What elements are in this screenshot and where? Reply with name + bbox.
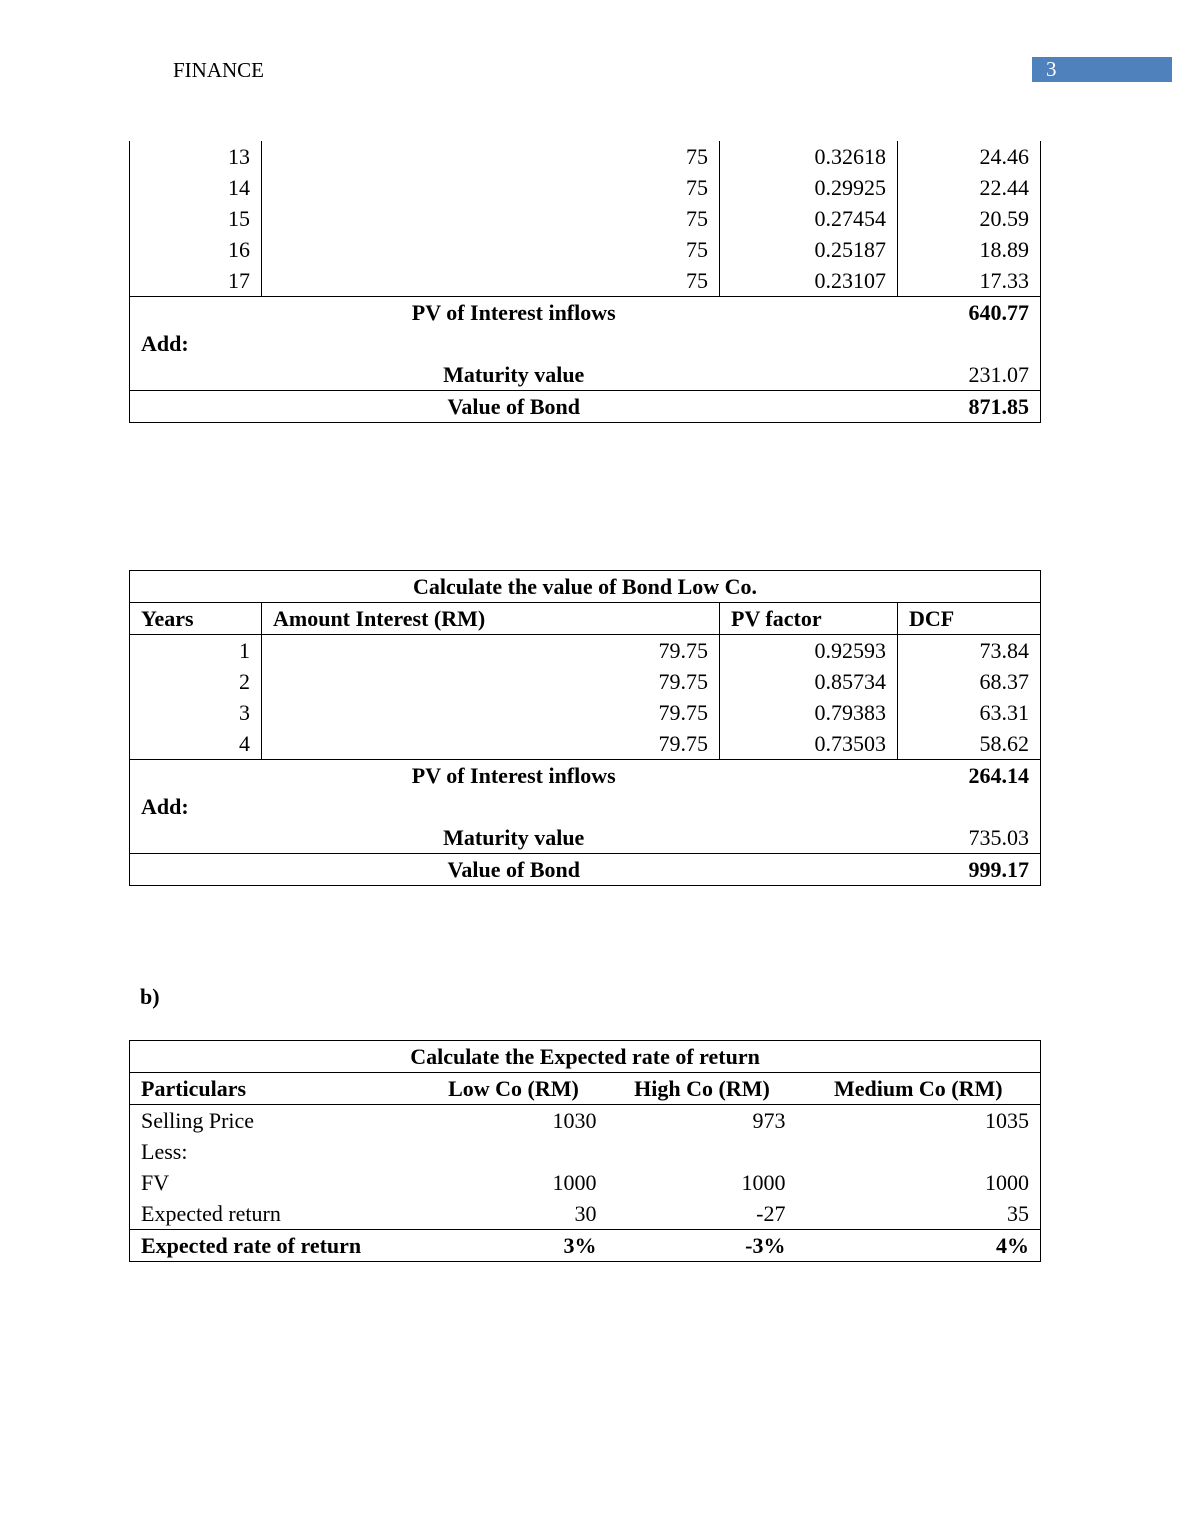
table-row: 14 75 0.29925 22.44 (130, 172, 1041, 203)
expected-return-table (129, 1040, 1041, 1262)
add-row: Add: (130, 328, 1041, 359)
table-row: Less: (130, 1136, 1041, 1167)
table-header-row: Particulars Low Co (RM) High Co (RM) Medium Co (RM) (130, 1073, 1041, 1105)
header-title: FINANCE (173, 58, 265, 82)
table-row: 4 79.75 0.73503 58.62 (130, 728, 1041, 760)
table-row: 15 75 0.27454 20.59 (130, 203, 1041, 234)
page-number-badge: 3 (1032, 57, 1172, 82)
table-row: Selling Price 1030 973 1035 (130, 1105, 1041, 1137)
total-row: Expected rate of return 3% -3% 4% (130, 1230, 1041, 1262)
maturity-row: Maturity value 231.07 (130, 359, 1041, 391)
table-row: 3 79.75 0.79383 63.31 (130, 697, 1041, 728)
add-row: Add: (130, 791, 1041, 822)
table-title-row: Calculate the value of Bond Low Co. (130, 571, 1041, 603)
bond-low-co-table (129, 570, 1041, 886)
table-row: Expected return 30 -27 35 (130, 1198, 1041, 1230)
section-b-label: b) (140, 984, 160, 1009)
table-row: 16 75 0.25187 18.89 (130, 234, 1041, 265)
pv-interest-row: PV of Interest inflows 640.77 (130, 297, 1041, 329)
maturity-row: Maturity value 735.03 (130, 822, 1041, 854)
pv-interest-row: PV of Interest inflows 264.14 (130, 760, 1041, 792)
bond-table-continued (129, 141, 1041, 423)
table-title-row: Calculate the Expected rate of return (130, 1041, 1041, 1073)
bond-value-row: Value of Bond 871.85 (130, 391, 1041, 423)
table-row: 17 75 0.23107 17.33 (130, 265, 1041, 297)
table-header-row: Years Amount Interest (RM) PV factor DCF (130, 603, 1041, 635)
table-row: FV 1000 1000 1000 (130, 1167, 1041, 1198)
table-row: 1 79.75 0.92593 73.84 (130, 635, 1041, 667)
table-row: 13 75 0.32618 24.46 (130, 141, 1041, 172)
table-row: 2 79.75 0.85734 68.37 (130, 666, 1041, 697)
bond-value-row: Value of Bond 999.17 (130, 854, 1041, 886)
